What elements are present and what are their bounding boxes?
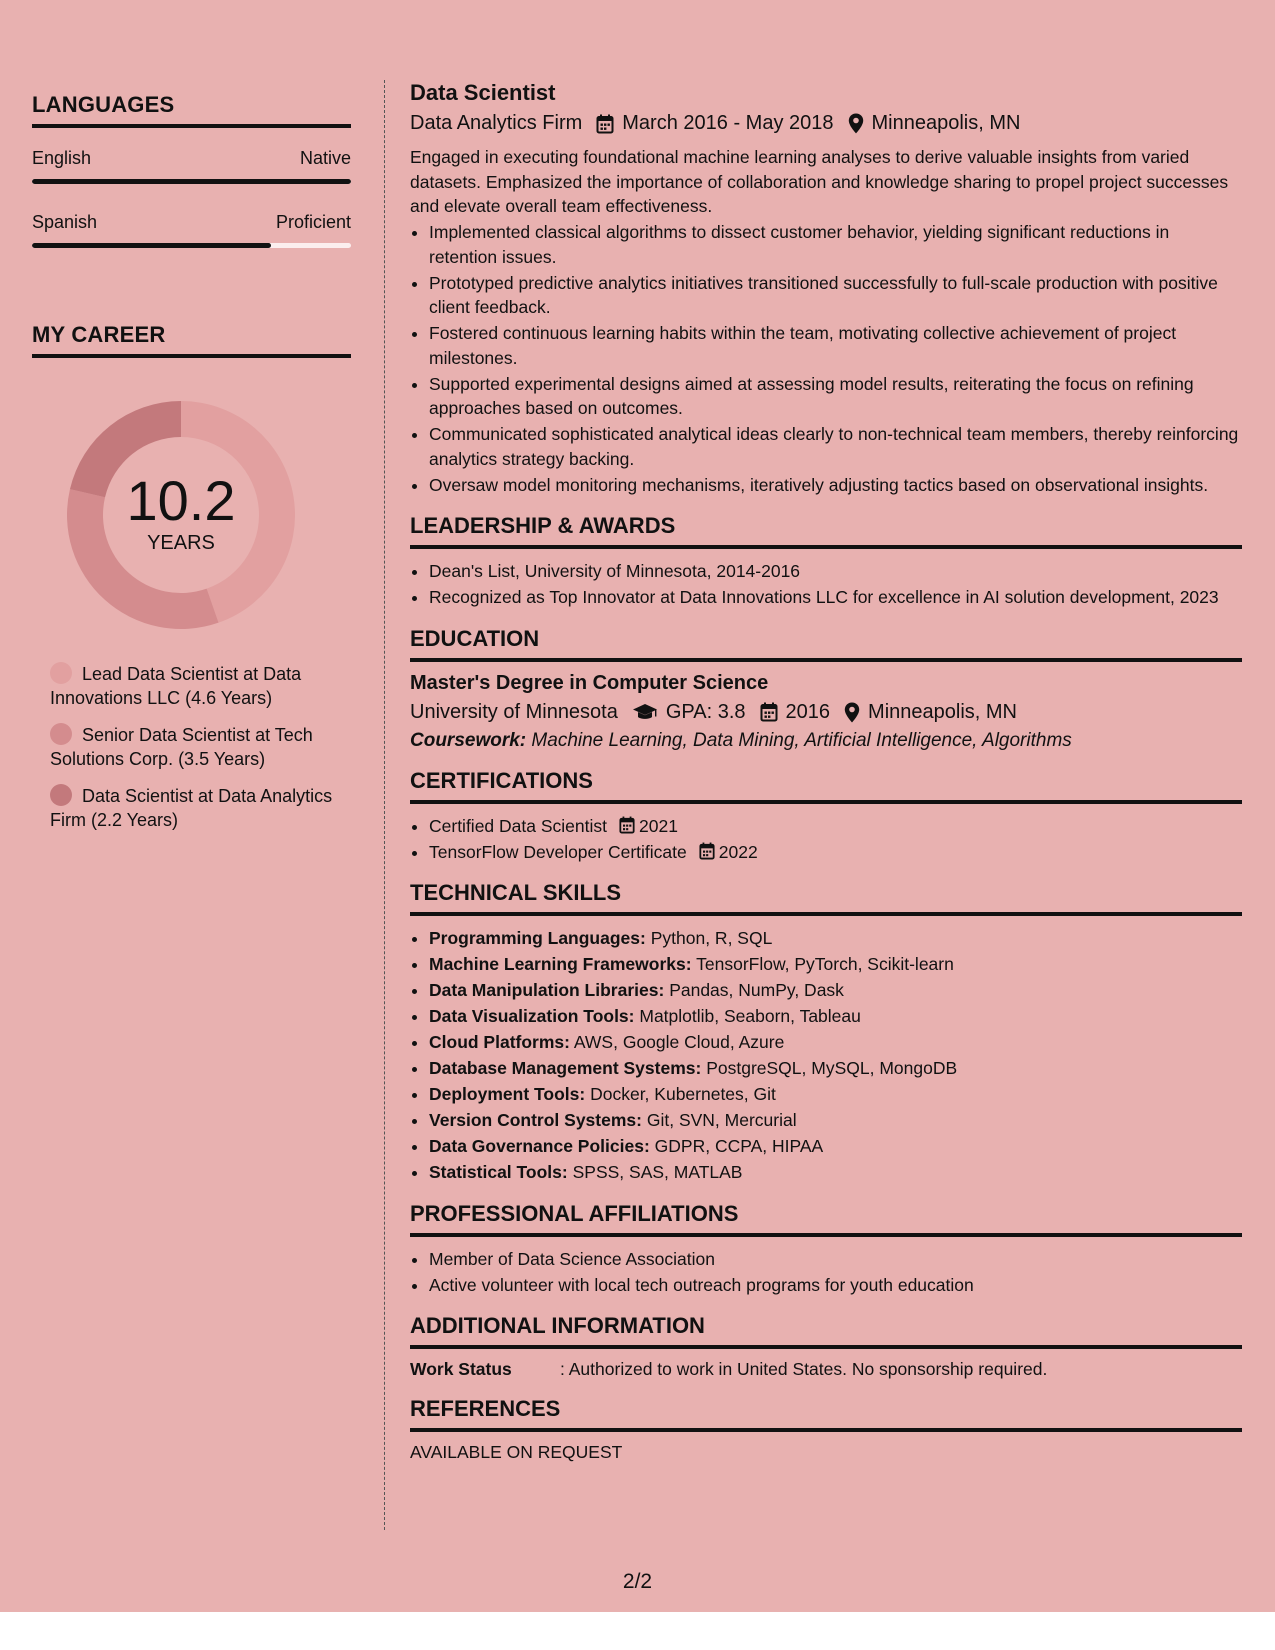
- skills-list: [429, 926, 1242, 1185]
- calendar-icon: [619, 816, 635, 834]
- references-text: AVAILABLE ON REQUEST: [410, 1442, 623, 1462]
- list-item: • Member of Data Science Association: [429, 1247, 1242, 1272]
- list-item: • Dean's List, University of Minnesota, 2014-2016: [429, 559, 1242, 584]
- right-column: [410, 80, 1242, 1463]
- skill-value: Matplotlib, Seaborn, Tableau: [639, 1006, 861, 1026]
- location-pin-icon: [844, 702, 860, 723]
- skill-label: Data Manipulation Libraries:: [429, 980, 665, 1000]
- skill-label: Data Visualization Tools:: [429, 1006, 635, 1026]
- list-item: [429, 1082, 1242, 1107]
- legend-label: Data Scientist at Data Analytics Firm (2.2 Years): [50, 786, 333, 830]
- gpa: GPA: 3.8: [665, 700, 746, 723]
- calendar-icon: [760, 702, 778, 722]
- legend-item: [50, 662, 340, 710]
- legend-label: Lead Data Scientist at Data Innovations LLC (4.6 Years): [50, 664, 302, 708]
- location-pin-icon: [848, 113, 864, 134]
- language-name: Spanish: [32, 212, 98, 232]
- school-name: University of Minnesota: [410, 700, 618, 723]
- skill-value: Git, SVN, Mercurial: [646, 1110, 797, 1130]
- list-item: [429, 1004, 1242, 1029]
- list-item: • Implemented classical algorithms to dissect customer behavior, yielding significant reductions in retention issues.: [429, 220, 1242, 269]
- language-item-spanish: [32, 212, 351, 248]
- coursework-label: Coursework:: [410, 729, 527, 751]
- legend-item: [50, 784, 340, 832]
- skill-label: Database Management Systems:: [429, 1058, 702, 1078]
- list-item: [429, 1108, 1242, 1133]
- calendar-icon: [699, 842, 715, 860]
- list-item: [429, 1134, 1242, 1159]
- skill-value: Docker, Kubernetes, Git: [590, 1084, 776, 1104]
- skill-label: Statistical Tools:: [429, 1162, 568, 1182]
- school-location: Minneapolis, MN: [868, 700, 1017, 723]
- job-location: Minneapolis, MN: [871, 112, 1021, 134]
- legend-swatch: [50, 723, 72, 745]
- left-column: [32, 92, 351, 845]
- skill-label: Machine Learning Frameworks:: [429, 954, 692, 974]
- skill-label: Programming Languages:: [429, 928, 646, 948]
- list-item: [429, 926, 1242, 951]
- career-legend: [50, 662, 340, 832]
- graduation-year: 2016: [785, 700, 831, 723]
- list-item: • Communicated sophisticated analytical ideas clearly to non-technical team members, thereby reinforcing analytics strategy backing.: [429, 422, 1242, 471]
- list-item: • Recognized as Top Innovator at Data Innovations LLC for excellence in AI solution development, 2023: [429, 585, 1242, 610]
- language-level: Proficient: [275, 212, 351, 232]
- job-company: Data Analytics Firm: [410, 112, 583, 134]
- skills-heading: TECHNICAL SKILLS: [410, 880, 1242, 916]
- skill-label: Data Governance Policies:: [429, 1136, 650, 1156]
- education-meta: [410, 701, 1242, 724]
- list-item: • Prototyped predictive analytics initiatives transitioned successfully to full-scale production with positive client feedback.: [429, 271, 1242, 320]
- work-status-row: [410, 1359, 1242, 1380]
- affiliations-list: [429, 1247, 1242, 1298]
- degree-title: Master's Degree in Computer Science: [410, 671, 769, 694]
- legend-label: Senior Data Scientist at Tech Solutions Corp. (3.5 Years): [50, 725, 313, 769]
- job-summary: Engaged in executing foundational machine learning analyses to derive valuable insights from varied datasets. Emphasized the importance of collaboration and knowledge sharing to propel project successes and elevate overall team effectiveness.: [410, 147, 1229, 216]
- skill-value: Pandas, NumPy, Dask: [669, 980, 844, 1000]
- list-item: [429, 1160, 1242, 1185]
- list-item: [429, 840, 1242, 865]
- legend-swatch: [50, 784, 72, 806]
- list-item: • Oversaw model monitoring mechanisms, iteratively adjusting tactics based on observational insights.: [429, 473, 1242, 498]
- references-heading: REFERENCES: [410, 1396, 1242, 1432]
- career-total-years: 10.2: [126, 469, 236, 532]
- job-bullets: [429, 220, 1242, 497]
- job-dates: March 2016 - May 2018: [622, 112, 834, 134]
- language-level-fill: [32, 179, 351, 184]
- certifications-heading: CERTIFICATIONS: [410, 768, 1242, 804]
- calendar-icon: [596, 114, 614, 134]
- coursework-list: Machine Learning, Data Mining, Artificial Intelligence, Algorithms: [531, 729, 1072, 751]
- cert-name: Certified Data Scientist: [429, 815, 607, 836]
- skill-label: Version Control Systems:: [429, 1110, 642, 1130]
- language-level: Native: [299, 148, 351, 168]
- list-item: • Supported experimental designs aimed at assessing model results, reiterating the focus on refining approaches based on outcomes.: [429, 372, 1242, 421]
- leadership-heading: LEADERSHIP & AWARDS: [410, 513, 1242, 549]
- legend-swatch: [50, 662, 72, 684]
- list-item: • Active volunteer with local tech outreach programs for youth education: [429, 1273, 1242, 1298]
- cert-year: 2022: [718, 841, 758, 862]
- list-item: [429, 952, 1242, 977]
- leadership-list: [429, 559, 1242, 610]
- skill-value: AWS, Google Cloud, Azure: [573, 1032, 785, 1052]
- legend-item: [50, 723, 340, 771]
- skill-value: Python, R, SQL: [650, 928, 773, 948]
- list-item: [429, 978, 1242, 1003]
- graduation-cap-icon: [632, 703, 658, 721]
- affiliations-heading: PROFESSIONAL AFFILIATIONS: [410, 1201, 1242, 1237]
- languages-heading: LANGUAGES: [32, 92, 351, 128]
- skill-label: Cloud Platforms:: [429, 1032, 570, 1052]
- skill-label: Deployment Tools:: [429, 1084, 586, 1104]
- job-meta: [410, 112, 1242, 135]
- coursework: [410, 730, 1242, 752]
- cert-year: 2021: [639, 815, 678, 836]
- column-divider: [384, 80, 385, 1530]
- work-status-value: : Authorized to work in United States. No sponsorship required.: [560, 1359, 1048, 1379]
- language-item-english: [32, 148, 351, 184]
- list-item: • Fostered continuous learning habits within the team, motivating collective achievement of project milestones.: [429, 321, 1242, 370]
- skill-value: PostgreSQL, MySQL, MongoDB: [706, 1058, 958, 1078]
- language-name: English: [32, 148, 92, 168]
- work-status-label: Work Status: [410, 1359, 512, 1379]
- language-level-bar: [32, 243, 351, 248]
- education-heading: EDUCATION: [410, 626, 1242, 662]
- job-title: Data Scientist: [410, 80, 556, 105]
- career-years-label: YEARS: [147, 532, 215, 554]
- language-level-bar: [32, 179, 351, 184]
- page-indicator: 2/2: [622, 1570, 653, 1593]
- cert-name: TensorFlow Developer Certificate: [429, 841, 687, 862]
- skill-value: SPSS, SAS, MATLAB: [572, 1162, 743, 1182]
- list-item: [429, 1056, 1242, 1081]
- language-level-fill: [32, 243, 271, 248]
- career-donut-chart: [66, 400, 296, 630]
- skill-value: TensorFlow, PyTorch, Scikit-learn: [696, 954, 954, 974]
- additional-info-heading: ADDITIONAL INFORMATION: [410, 1313, 1242, 1349]
- skill-value: GDPR, CCPA, HIPAA: [654, 1136, 824, 1156]
- certifications-list: [429, 814, 1242, 865]
- career-heading: MY CAREER: [32, 322, 351, 358]
- list-item: [429, 814, 1242, 839]
- list-item: [429, 1030, 1242, 1055]
